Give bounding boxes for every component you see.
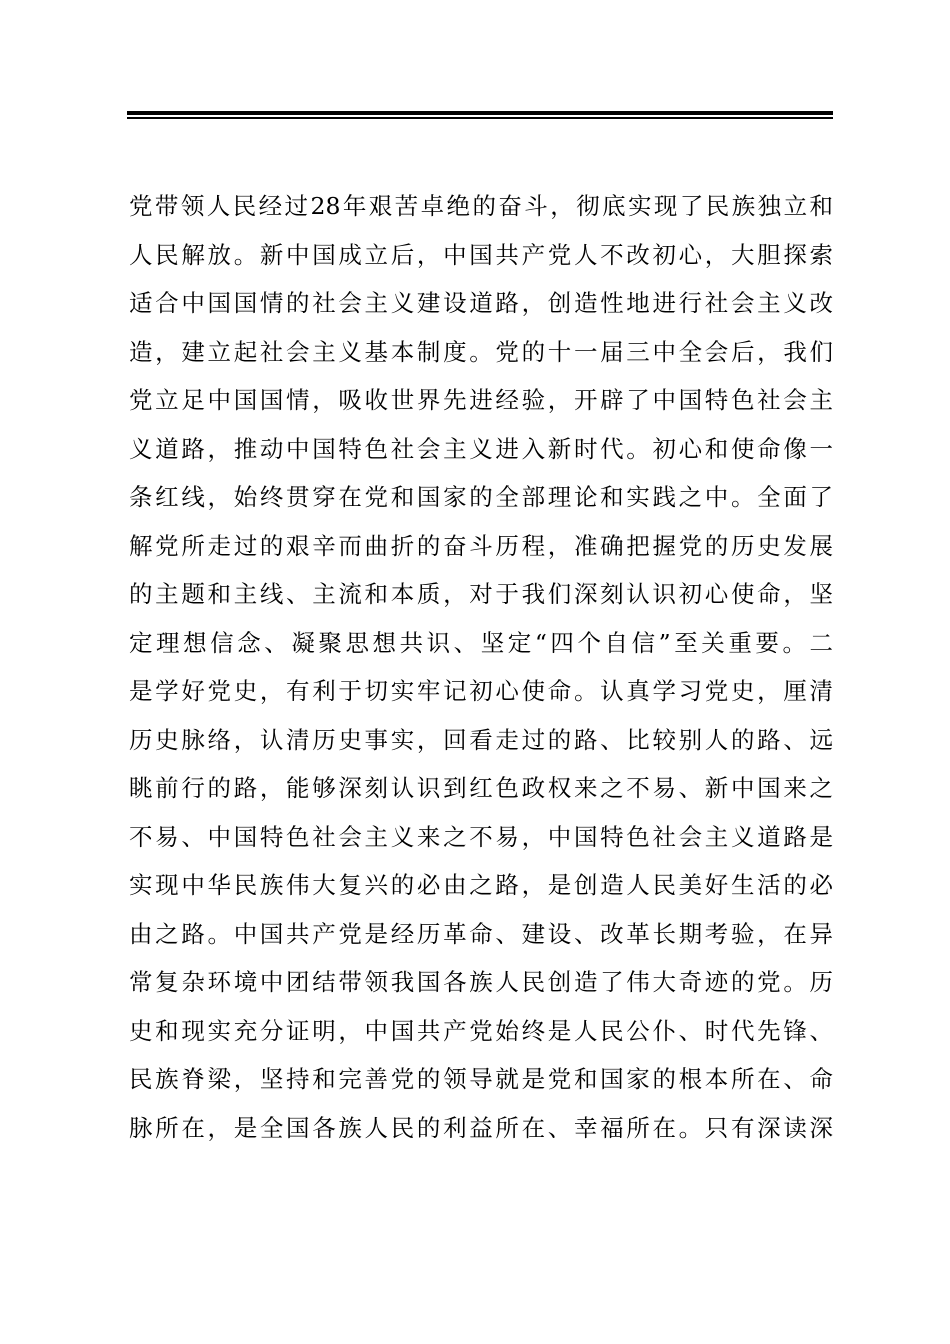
text-line: 义道路，推动中国特色社会主义进入新时代。初心和使命像一 (129, 434, 833, 463)
text-line: 党带领人民经过28年艰苦卓绝的奋斗，彻底实现了民族独立和 (129, 192, 833, 220)
text-line: 历史脉络，认清历史事实，回看走过的路、比较别人的路、远 (129, 725, 833, 754)
text-line: 条红线，始终贯穿在党和国家的全部理论和实践之中。全面了 (129, 483, 833, 511)
text-line: 造，建立起社会主义基本制度。党的十一届三中全会后，我们 (129, 337, 833, 366)
header-rule-thick (127, 111, 833, 115)
text-line: 脉所在，是全国各族人民的利益所在、幸福所在。只有深读深 (129, 1113, 833, 1142)
text-line: 适合中国国情的社会主义建设道路，创造性地进行社会主义改 (129, 289, 833, 317)
header-rule-thin (127, 117, 833, 119)
text-line: 是学好党史，有利于切实牢记初心使命。认真学习党史，厘清 (129, 677, 833, 705)
text-line: 实现中华民族伟大复兴的必由之路，是创造人民美好生活的必 (129, 871, 833, 899)
text-line: 由之路。中国共产党是经历革命、建设、改革长期考验，在异 (129, 919, 833, 948)
text-line: 常复杂环境中团结带领我国各族人民创造了伟大奇迹的党。历 (129, 968, 833, 996)
text-line: 不易、中国特色社会主义来之不易，中国特色社会主义道路是 (129, 822, 833, 851)
body-paragraph (129, 182, 833, 1152)
text-line: 人民解放。新中国成立后，中国共产党人不改初心，大胆探索 (129, 240, 833, 269)
text-line: 眺前行的路，能够深刻认识到红色政权来之不易、新中国来之 (129, 774, 833, 802)
text-line: 民族脊梁，坚持和完善党的领导就是党和国家的根本所在、命 (129, 1065, 833, 1093)
text-line: 党立足中国国情，吸收世界先进经验，开辟了中国特色社会主 (129, 386, 833, 414)
text-line: 史和现实充分证明，中国共产党始终是人民公仆、时代先锋、 (129, 1016, 833, 1045)
text-line: 解党所走过的艰辛而曲折的奋斗历程，准确把握党的历史发展 (129, 531, 833, 560)
text-line: 的主题和主线、主流和本质，对于我们深刻认识初心使命，坚 (129, 580, 833, 608)
text-line: 定理想信念、凝聚思想共识、坚定“四个自信”至关重要。二 (129, 628, 833, 657)
